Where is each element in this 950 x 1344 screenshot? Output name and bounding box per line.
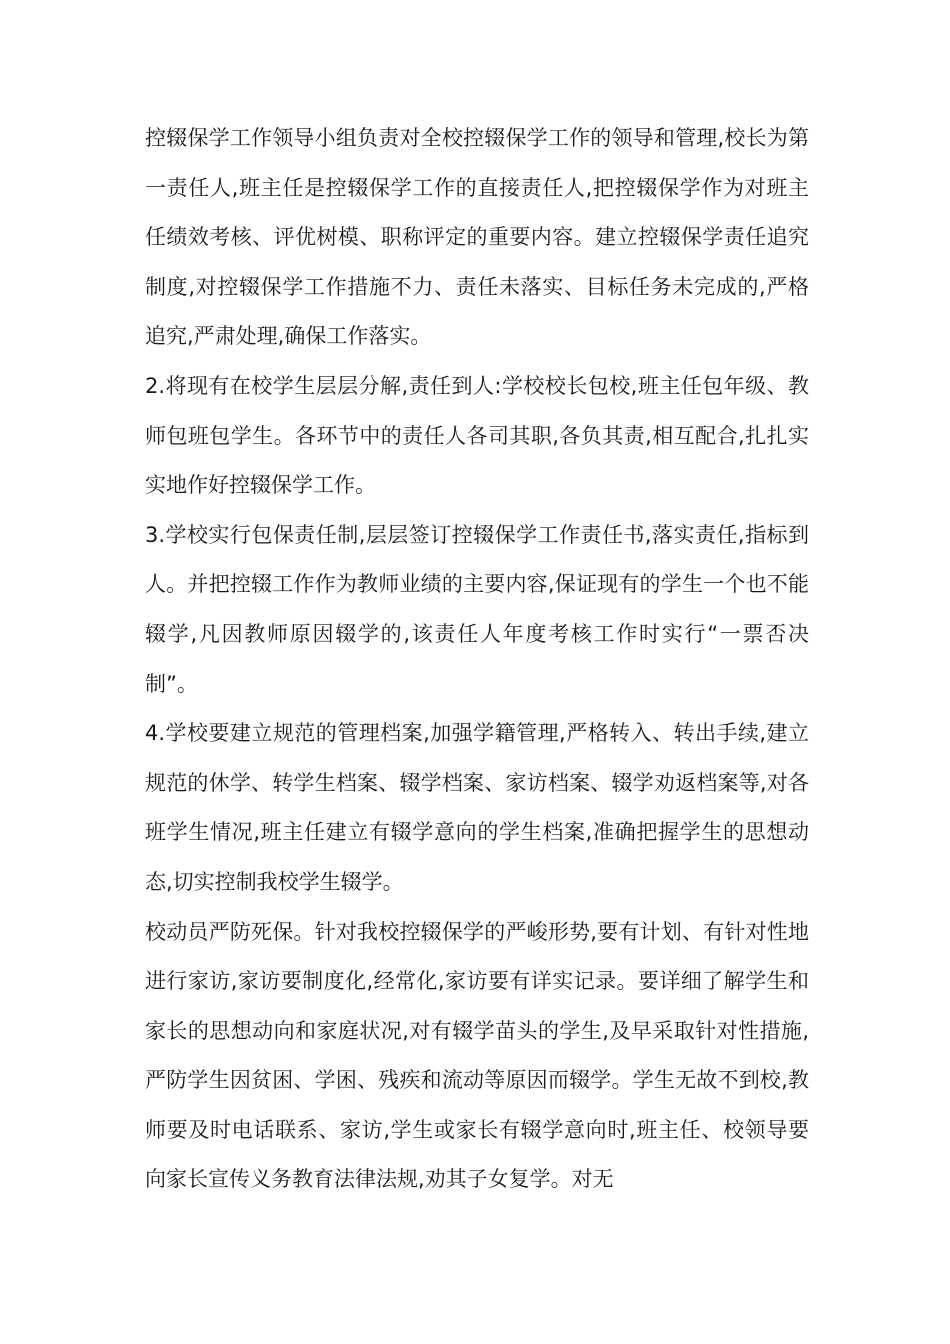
- paragraph-item-2: 2.将现有在校学生层层分解,责任到人:学校校长包校,班主任包年级、教师包班包学生。各环节中的责任人各司其职,各负其责,相互配合,扎扎实实地作好控辍保学工作。: [145, 373, 809, 498]
- document-body: [145, 114, 809, 1205]
- paragraph-item-4: 4.学校要建立规范的管理档案,加强学籍管理,严格转入、转出手续,建立规范的休学、转学生档案、辍学档案、家访档案、辍学劝返档案等,对各班学生情况,班主任建立有辍学意向的学生档案,准确把握学生的思想动态,切实控制我校学生辍学。: [145, 721, 809, 894]
- paragraph-mobilization: 校动员严防死保。针对我校控辍保学的严峻形势,要有计划、有针对性地进行家访,家访要制度化,经常化,家访要有详实记录。要详细了解学生和家长的思想动向和家庭状况,对有辍学苗头的学生,及早采取针对性措施,严防学生因贫困、学困、残疾和流动等原因而辍学。学生无故不到校,教师要及时电话联系、家访,学生或家长有辍学意向时,班主任、校领导要向家长宣传义务教育法律法规,劝其子女复学。对无: [145, 919, 809, 1192]
- paragraph-leadership: 控辍保学工作领导小组负责对全校控辍保学工作的领导和管理,校长为第一责任人,班主任是控辍保学工作的直接责任人,把控辍保学作为对班主任绩效考核、评优树模、职称评定的重要内容。建立控辍保学责任追究制度,对控辍保学工作措施不力、责任未落实、目标任务未完成的,严格追究,严肃处理,确保工作落实。: [145, 126, 809, 349]
- paragraph-item-3: 3.学校实行包保责任制,层层签订控辍保学工作责任书,落实责任,指标到人。并把控辍工作作为教师业绩的主要内容,保证现有的学生一个也不能辍学,凡因教师原因辍学的,该责任人年度考核工作时实行“一票否决制”。: [145, 522, 809, 696]
